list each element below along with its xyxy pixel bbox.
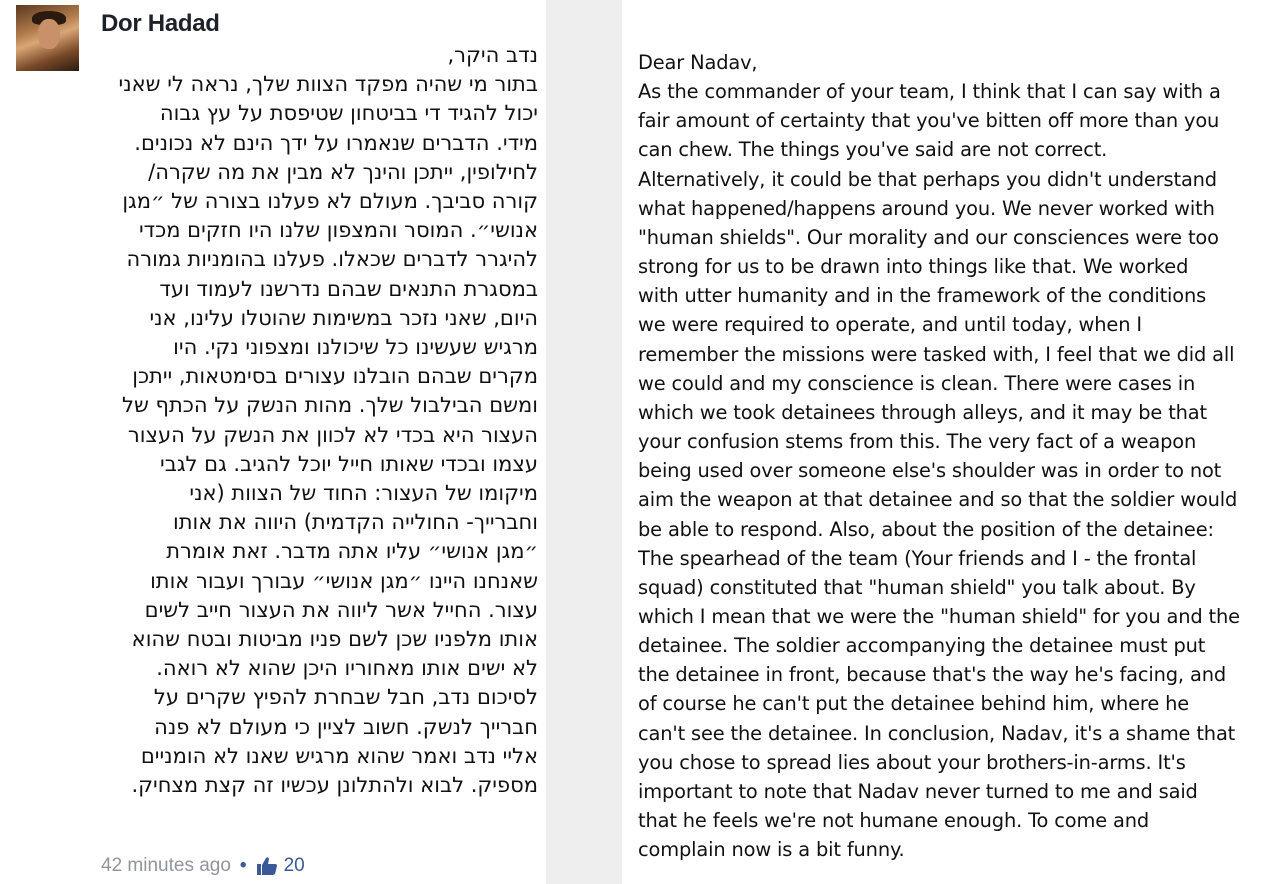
thumbs-up-icon[interactable]	[256, 856, 278, 876]
translation-line: that he feels we're not humane enough. To come and	[638, 809, 1150, 833]
translation-line: strong for us to be drawn into things like that. We worked	[638, 255, 1189, 279]
comment-line: יכול להגיד די בביטחון שטיפסת על עץ גבוה	[159, 101, 538, 126]
meta-separator: •	[239, 855, 247, 876]
translation-line: the detainee in front, because that's the way he's facing, and	[638, 663, 1226, 687]
comment-text-hebrew	[96, 41, 538, 800]
comment-line: נדב היקר,	[447, 43, 538, 67]
comment-line: ״מגן אנושי״ עליו אתה מדבר. זאת אומרת	[166, 539, 538, 564]
comment-line: חברייך לנשק. חשוב לציין כי מעולם לא פנה	[154, 714, 538, 739]
comment-line: עצמו ובכדי שאותו חייל יוכל להגיב. גם לגבי	[160, 451, 538, 476]
translation-line: which I mean that we were the "human shield" for you and the	[638, 604, 1240, 628]
comment-line: שאנחנו היינו ״מגן אנושי״ עבורך ועבור אותו	[150, 568, 538, 593]
comment-line: בתור מי שהיה מפקד הצוות שלך, נראה לי שאני	[118, 72, 538, 97]
translation-line: can't see the detainee. In conclusion, Nadav, it's a shame that	[638, 721, 1236, 745]
translation-line: your confusion stems from this. The very fact of a weapon	[638, 430, 1197, 454]
comment-line: העצור היא בכדי לא לכוון את הנשק על העצור	[127, 422, 538, 447]
translation-line: The spearhead of the team (Your friends and I - the frontal	[638, 546, 1197, 570]
comment-line: מספיק. לבוא ולהתלונן עכשיו זה קצת מצחיק.	[131, 773, 538, 798]
translation-text-english	[638, 48, 1278, 864]
translation-line: of course he can't put the detainee behind him, where he	[638, 692, 1190, 716]
comment-line: עצור. החייל אשר ליווה את העצור חייב לשים	[144, 597, 538, 622]
translation-line: important to note that Nadav never turned to me and said	[638, 779, 1198, 803]
translation-line: which we took detainees through alleys, and it may be that	[638, 400, 1207, 424]
comment-line: היום, שאני נזכר במשימות שהוטלו עלינו, אני	[149, 305, 538, 330]
comment-line: מרגיש שעשינו כל שיכולנו ומצפוני נקי. היו	[173, 335, 538, 360]
translation-line: can chew. The things you've said are not correct.	[638, 138, 1108, 162]
avatar[interactable]	[16, 5, 79, 71]
translation-line: what happened/happens around you. We never worked with	[638, 196, 1215, 220]
panel-divider	[546, 0, 622, 884]
translation-line: remember the missions were tasked with, I feel that we did all	[638, 342, 1235, 366]
translation-line: complain now is a bit funny.	[638, 838, 905, 862]
comment-line: מיקומו של העצור: החוד של הצוות (אני	[189, 481, 538, 506]
comment-line: להיגרר לדברים שכאלו. פעלנו בהומניות גמורה	[126, 247, 538, 272]
comment-line: אליי נדב ואמר שהוא מרגיש שאנו לא הומניים	[140, 743, 538, 768]
author-name[interactable]: Dor Hadad	[101, 10, 220, 37]
comment-line: לסיכום נדב, חבל שבחרת להפיץ שקרים על	[153, 685, 538, 710]
comment-line: לא ישים אותו מאחוריו היכן שהוא לא רואה.	[156, 656, 538, 681]
comment-line: מידי. הדברים שנאמרו על ידך הינם לא נכונים.	[134, 130, 538, 155]
translation-line: "human shields". Our morality and our consciences were too	[638, 225, 1219, 249]
comment-line: קורה סביבך. מעולם לא פעלנו בצורה של ״מגן	[122, 189, 538, 214]
comment-line: ומשם הבילבול שלך. מהות הנשק על הכתף של	[122, 393, 538, 418]
translation-line: Dear Nadav,	[638, 51, 758, 74]
translation-line: aim the weapon at that detainee and so that the soldier would	[638, 488, 1238, 512]
translation-line: Alternatively, it could be that perhaps you didn't understand	[638, 167, 1217, 191]
translation-line: be able to respond. Also, about the position of the detainee:	[638, 517, 1214, 541]
comment-meta	[101, 855, 305, 877]
translation-line: you chose to spread lies about your brothers-in-arms. It's	[638, 750, 1186, 774]
comment-line: אותו מלפניו שכן לשם פניו מביטות ובטח שהוא	[131, 627, 538, 652]
avatar-face	[38, 19, 60, 49]
translation-line: As the commander of your team, I think that I can say with a	[638, 80, 1221, 104]
comment-line: אנושי״. המוסר והמצפון שלנו היו חזקים מכדי	[138, 218, 538, 243]
comment-line: לחילופין, ייתכן והינך לא מבין את מה שקרה/	[148, 159, 538, 184]
comment-line: במסגרת התנאים שבהם נדרשנו לעמוד ועד	[159, 276, 538, 301]
timestamp[interactable]: 42 minutes ago	[101, 855, 231, 876]
facebook-comment	[0, 0, 546, 884]
translation-line: detainee. The soldier accompanying the detainee must put	[638, 634, 1206, 658]
comment-line: מקרים שבהם הובלנו עצורים בסימטאות, ייתכן	[132, 364, 538, 389]
translation-line: we could and my conscience is clean. There were cases in	[638, 371, 1196, 395]
translation-line: with utter humanity and in the framework of the conditions	[638, 284, 1207, 308]
translation-line: squad) constituted that "human shield" you talk about. By	[638, 575, 1196, 599]
like-count[interactable]: 20	[283, 855, 305, 876]
translation-panel	[622, 0, 1285, 884]
translation-line: being used over someone else's shoulder was in order to not	[638, 459, 1222, 483]
translation-line: fair amount of certainty that you've bitten off more than you	[638, 109, 1220, 133]
comment-line: וחברייך- החולייה הקדמית) היווה את אותו	[172, 510, 538, 535]
translation-line: we were required to operate, and until today, when I	[638, 313, 1142, 337]
